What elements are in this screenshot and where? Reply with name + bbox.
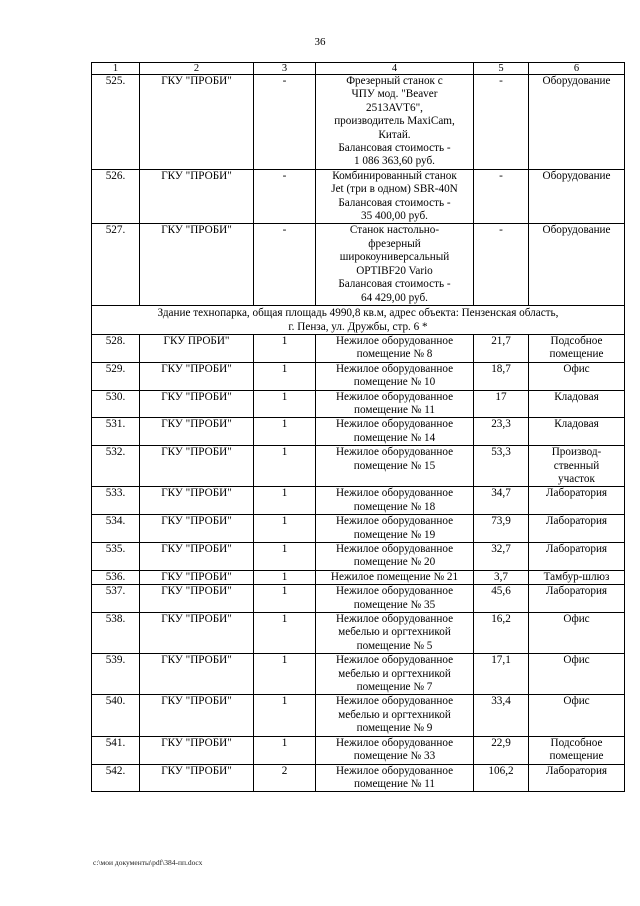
object-description-cell: Нежилое оборудованное помещение № 35 xyxy=(316,585,474,613)
purpose-cell: Подсобное помещение xyxy=(529,334,625,362)
purpose-cell: Офис xyxy=(529,695,625,736)
object-description-cell: Станок настольно- фрезерный широкоуниверсальный OPTIBF20 Vario Балансовая стоимость - 64 429,00 руб. xyxy=(316,224,474,305)
object-description-cell: Нежилое оборудованное мебелью и оргтехникой помещение № 9 xyxy=(316,695,474,736)
object-description-cell: Нежилое оборудованное помещение № 33 xyxy=(316,736,474,764)
holder-cell: ГКУ "ПРОБИ" xyxy=(140,446,254,487)
quantity-cell: 1 xyxy=(254,570,316,584)
purpose-cell: Оборудование xyxy=(529,169,625,224)
object-description-cell: Нежилое оборудованное помещение № 8 xyxy=(316,334,474,362)
area-cell: 53,3 xyxy=(474,446,529,487)
area-cell: - xyxy=(474,75,529,170)
column-header: 6 xyxy=(529,63,625,75)
object-description-cell: Нежилое оборудованное помещение № 19 xyxy=(316,515,474,543)
purpose-cell: Лаборатория xyxy=(529,585,625,613)
row-number-cell: 539. xyxy=(92,654,140,695)
row-number-cell: 527. xyxy=(92,224,140,305)
area-cell: 16,2 xyxy=(474,613,529,654)
holder-cell: ГКУ "ПРОБИ" xyxy=(140,695,254,736)
quantity-cell: 1 xyxy=(254,736,316,764)
area-cell: 21,7 xyxy=(474,334,529,362)
table-row xyxy=(92,613,625,654)
purpose-cell: Лаборатория xyxy=(529,543,625,571)
row-number-cell: 534. xyxy=(92,515,140,543)
document-file-path: c:\мои документы\pdf\384-пп.docx xyxy=(93,858,203,867)
row-number-cell: 533. xyxy=(92,487,140,515)
row-number-cell: 529. xyxy=(92,362,140,390)
area-cell: 106,2 xyxy=(474,764,529,792)
purpose-cell: Тамбур-шлюз xyxy=(529,570,625,584)
table-row xyxy=(92,736,625,764)
quantity-cell: 1 xyxy=(254,334,316,362)
row-number-cell: 542. xyxy=(92,764,140,792)
object-description-cell: Нежилое оборудованное мебелью и оргтехникой помещение № 7 xyxy=(316,654,474,695)
holder-cell: ГКУ "ПРОБИ" xyxy=(140,613,254,654)
column-header: 5 xyxy=(474,63,529,75)
area-cell: 33,4 xyxy=(474,695,529,736)
holder-cell: ГКУ "ПРОБИ" xyxy=(140,75,254,170)
section-title: Здание технопарка, общая площадь 4990,8 кв.м, адрес объекта: Пензенская область, г. Пенза, ул. Дружбы, стр. 6 * xyxy=(92,305,625,334)
table-row xyxy=(92,515,625,543)
quantity-cell: 1 xyxy=(254,362,316,390)
holder-cell: ГКУ "ПРОБИ" xyxy=(140,570,254,584)
holder-cell: ГКУ "ПРОБИ" xyxy=(140,515,254,543)
table-row xyxy=(92,224,625,305)
area-cell: - xyxy=(474,169,529,224)
purpose-cell: Кладовая xyxy=(529,418,625,446)
section-header-row xyxy=(92,305,625,334)
holder-cell: ГКУ "ПРОБИ" xyxy=(140,654,254,695)
object-description-cell: Фрезерный станок с ЧПУ мод. "Beaver 2513AVT6", производитель MaxiCam, Китай. Балансовая стоимость - 1 086 363,60 руб. xyxy=(316,75,474,170)
table-row xyxy=(92,75,625,170)
table-row xyxy=(92,695,625,736)
row-number-cell: 538. xyxy=(92,613,140,654)
column-header: 3 xyxy=(254,63,316,75)
row-number-cell: 535. xyxy=(92,543,140,571)
area-cell: 32,7 xyxy=(474,543,529,571)
holder-cell: ГКУ "ПРОБИ" xyxy=(140,362,254,390)
table-row xyxy=(92,446,625,487)
table-row xyxy=(92,543,625,571)
quantity-cell: 2 xyxy=(254,764,316,792)
object-description-cell: Нежилое оборудованное помещение № 18 xyxy=(316,487,474,515)
column-header: 2 xyxy=(140,63,254,75)
quantity-cell: - xyxy=(254,169,316,224)
holder-cell: ГКУ "ПРОБИ" xyxy=(140,487,254,515)
purpose-cell: Офис xyxy=(529,654,625,695)
holder-cell: ГКУ "ПРОБИ" xyxy=(140,390,254,418)
table-row xyxy=(92,570,625,584)
holder-cell: ГКУ "ПРОБИ" xyxy=(140,736,254,764)
column-header: 4 xyxy=(316,63,474,75)
holder-cell: ГКУ "ПРОБИ" xyxy=(140,224,254,305)
quantity-cell: 1 xyxy=(254,695,316,736)
object-description-cell: Нежилое оборудованное мебелью и оргтехникой помещение № 5 xyxy=(316,613,474,654)
object-description-cell: Комбинированный станок Jet (три в одном) SBR-40N Балансовая стоимость - 35 400,00 руб. xyxy=(316,169,474,224)
table-row xyxy=(92,418,625,446)
row-number-cell: 540. xyxy=(92,695,140,736)
table-row xyxy=(92,169,625,224)
area-cell: 3,7 xyxy=(474,570,529,584)
area-cell: 22,9 xyxy=(474,736,529,764)
object-description-cell: Нежилое оборудованное помещение № 10 xyxy=(316,362,474,390)
holder-cell: ГКУ "ПРОБИ" xyxy=(140,764,254,792)
row-number-cell: 531. xyxy=(92,418,140,446)
purpose-cell: Лаборатория xyxy=(529,515,625,543)
area-cell: 34,7 xyxy=(474,487,529,515)
object-description-cell: Нежилое оборудованное помещение № 15 xyxy=(316,446,474,487)
area-cell: 17 xyxy=(474,390,529,418)
page-number: 36 xyxy=(314,36,326,48)
purpose-cell: Лаборатория xyxy=(529,764,625,792)
quantity-cell: 1 xyxy=(254,543,316,571)
object-description-cell: Нежилое оборудованное помещение № 14 xyxy=(316,418,474,446)
table-row xyxy=(92,487,625,515)
area-cell: - xyxy=(474,224,529,305)
row-number-cell: 528. xyxy=(92,334,140,362)
row-number-cell: 537. xyxy=(92,585,140,613)
holder-cell: ГКУ "ПРОБИ" xyxy=(140,585,254,613)
quantity-cell: 1 xyxy=(254,515,316,543)
row-number-cell: 532. xyxy=(92,446,140,487)
quantity-cell: 1 xyxy=(254,613,316,654)
quantity-cell: 1 xyxy=(254,418,316,446)
row-number-cell: 525. xyxy=(92,75,140,170)
object-description-cell: Нежилое оборудованное помещение № 20 xyxy=(316,543,474,571)
holder-cell: ГКУ "ПРОБИ" xyxy=(140,169,254,224)
object-description-cell: Нежилое помещение № 21 xyxy=(316,570,474,584)
area-cell: 18,7 xyxy=(474,362,529,390)
purpose-cell: Производ- ственный участок xyxy=(529,446,625,487)
object-description-cell: Нежилое оборудованное помещение № 11 xyxy=(316,764,474,792)
column-number-header-row xyxy=(92,63,625,75)
purpose-cell: Офис xyxy=(529,362,625,390)
holder-cell: ГКУ "ПРОБИ" xyxy=(140,543,254,571)
purpose-cell: Подсобное помещение xyxy=(529,736,625,764)
row-number-cell: 536. xyxy=(92,570,140,584)
area-cell: 45,6 xyxy=(474,585,529,613)
quantity-cell: - xyxy=(254,224,316,305)
quantity-cell: 1 xyxy=(254,390,316,418)
row-number-cell: 530. xyxy=(92,390,140,418)
purpose-cell: Оборудование xyxy=(529,224,625,305)
purpose-cell: Офис xyxy=(529,613,625,654)
area-cell: 17,1 xyxy=(474,654,529,695)
quantity-cell: 1 xyxy=(254,654,316,695)
table-row xyxy=(92,334,625,362)
table-row xyxy=(92,654,625,695)
area-cell: 73,9 xyxy=(474,515,529,543)
area-cell: 23,3 xyxy=(474,418,529,446)
object-description-cell: Нежилое оборудованное помещение № 11 xyxy=(316,390,474,418)
row-number-cell: 526. xyxy=(92,169,140,224)
holder-cell: ГКУ "ПРОБИ" xyxy=(140,418,254,446)
table-row xyxy=(92,585,625,613)
quantity-cell: 1 xyxy=(254,585,316,613)
property-register-table xyxy=(91,62,625,792)
quantity-cell: 1 xyxy=(254,446,316,487)
table-row xyxy=(92,390,625,418)
purpose-cell: Оборудование xyxy=(529,75,625,170)
table-row xyxy=(92,764,625,792)
row-number-cell: 541. xyxy=(92,736,140,764)
quantity-cell: 1 xyxy=(254,487,316,515)
holder-cell: ГКУ ПРОБИ" xyxy=(140,334,254,362)
table-row xyxy=(92,362,625,390)
purpose-cell: Кладовая xyxy=(529,390,625,418)
quantity-cell: - xyxy=(254,75,316,170)
purpose-cell: Лаборатория xyxy=(529,487,625,515)
column-header: 1 xyxy=(92,63,140,75)
